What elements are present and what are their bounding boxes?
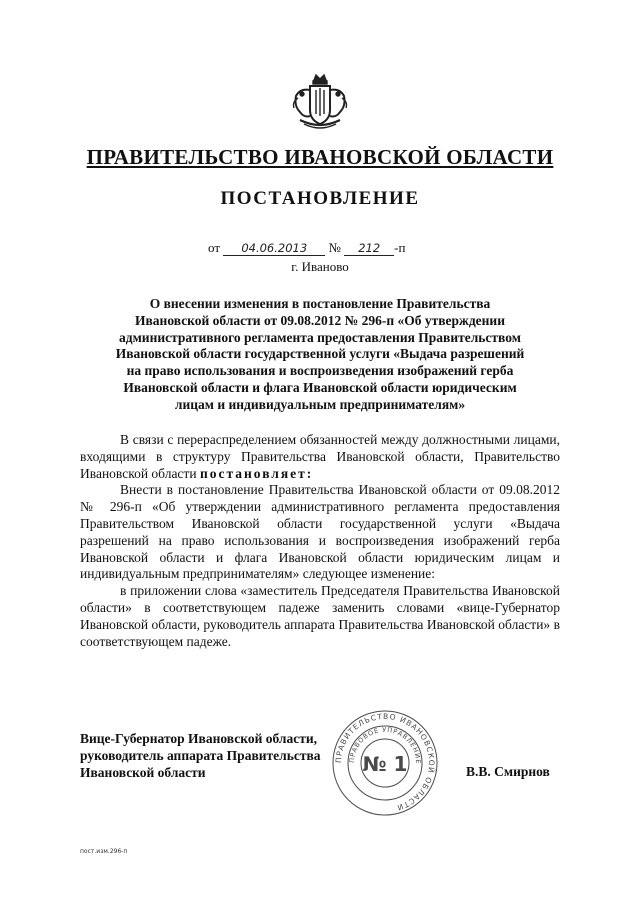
- resolves-word: постановляет:: [199, 465, 314, 481]
- body-paragraph-3: в приложении слова «заместитель Председателя Правительства Ивановской области» в соответствующем падеже заменить словами «вице-Губернатор Ивановской области, руководитель аппарата Правительства Ивановской области» в соответствующем падеже.: [80, 583, 560, 649]
- stamp-number: № 1: [362, 752, 408, 776]
- official-stamp: [330, 708, 440, 818]
- date-number-line: [208, 240, 405, 256]
- signatory-line-2: руководитель аппарата Правительства: [80, 748, 321, 763]
- document-title: О внесении изменения в постановление Правительства Ивановской области от 09.08.2012 № 296-п «Об утверждении административного регламента предоставления Правительством Ивановской области государственной услуги «Выдача разрешений на право использования и воспроизведения изображений герба Ивановской области и флага Ивановской области юридическим лицам и индивидуальным предпринимателям»: [115, 296, 525, 412]
- signatory-line-1: Вице-Губернатор Ивановской области,: [80, 731, 317, 746]
- city: г. Иваново: [291, 259, 349, 274]
- date-prefix: от: [208, 240, 221, 255]
- document-type: ПОСТАНОВЛЕНИЕ: [220, 188, 420, 209]
- body-paragraph-2: Внести в постановление Правительства Ивановской области от 09.08.2012 № 296-п «Об утверждении административного регламента предоставления Правительством Ивановской области государственной услуги «Выдача разрешений на право использования и воспроизведения изображений герба Ивановской области и флага Ивановской области юридическим лицам и индивидуальным предпринимателям» следующее изменение:: [80, 482, 560, 582]
- body-paragraph-1: [80, 432, 560, 482]
- coat-of-arms-emblem: [288, 72, 352, 134]
- signatory-title: [80, 730, 321, 781]
- number-prefix: №: [328, 240, 341, 255]
- stamp-inner-text: ПРАВОВОЕ УПРАВЛЕНИЕ: [347, 725, 423, 765]
- paragraph-1-text: В связи с перераспределением обязанностей между должностными лицами, входящими в структуру Правительства Ивановской области, Правительство Ивановской области: [80, 432, 560, 481]
- handwritten-date: 04.06.2013: [223, 242, 325, 256]
- signatory-name: В.В. Смирнов: [466, 764, 550, 779]
- stamp-ring-text: ПРАВИТЕЛЬСТВО ИВАНОВСКОЙ ОБЛАСТИ: [333, 711, 437, 813]
- handwritten-number: 212: [344, 242, 394, 256]
- number-suffix: -п: [394, 240, 406, 255]
- signatory-line-3: Ивановской области: [80, 765, 206, 780]
- document-body: [80, 432, 560, 650]
- footer-note: пост.изм.296-п: [80, 848, 128, 855]
- organization-header: ПРАВИТЕЛЬСТВО ИВАНОВСКОЙ ОБЛАСТИ: [86, 145, 554, 169]
